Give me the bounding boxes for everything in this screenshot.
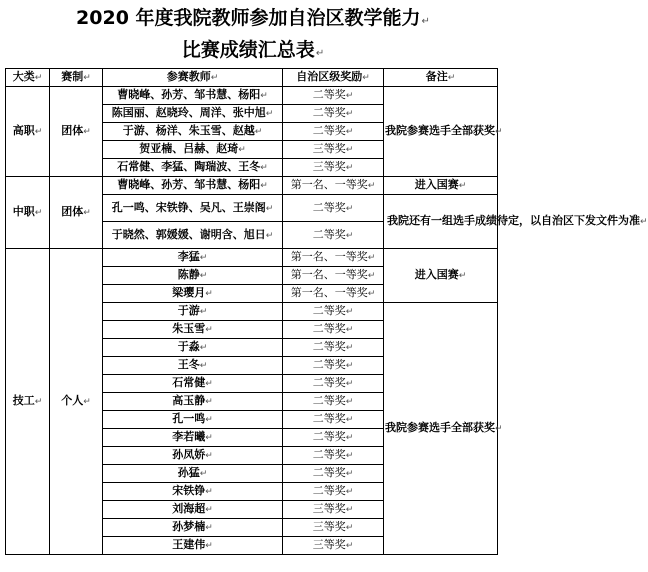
paragraph-mark: ↵ bbox=[260, 91, 268, 101]
note-cell: 我院还有一组选手成绩待定，以自治区下发文件为准↵ bbox=[384, 195, 498, 249]
header-award: 自治区级奖励↵ bbox=[283, 69, 384, 87]
paragraph-mark: ↵ bbox=[345, 505, 354, 515]
teachers-cell: 于游、杨洋、朱玉雪、赵越↵ bbox=[103, 123, 283, 141]
paragraph-mark: ↵ bbox=[199, 253, 208, 263]
award-cell: 二等奖↵ bbox=[283, 375, 384, 393]
award-cell: 二等奖↵ bbox=[283, 357, 384, 375]
paragraph-mark: ↵ bbox=[345, 145, 354, 155]
paragraph-mark: ↵ bbox=[210, 73, 219, 83]
teachers-cell: 于游↵ bbox=[103, 303, 283, 321]
paragraph-mark: ↵ bbox=[345, 325, 354, 335]
paragraph-mark: ↵ bbox=[205, 325, 213, 335]
paragraph-mark: ↵ bbox=[205, 397, 213, 407]
paragraph-mark: ↵ bbox=[345, 433, 354, 443]
paragraph-mark: ↵ bbox=[362, 73, 370, 83]
award-cell: 二等奖↵ bbox=[283, 339, 384, 357]
paragraph-mark: ↵ bbox=[205, 379, 213, 389]
teachers-cell: 李若曦↵ bbox=[103, 429, 283, 447]
paragraph-mark: ↵ bbox=[199, 343, 208, 353]
format-cell: 团体↵ bbox=[50, 87, 103, 177]
paragraph-mark: ↵ bbox=[345, 379, 354, 389]
paragraph-mark: ↵ bbox=[345, 487, 354, 497]
paragraph-mark: ↵ bbox=[205, 505, 213, 515]
paragraph-mark: ↵ bbox=[238, 145, 246, 155]
paragraph-mark: ↵ bbox=[83, 397, 91, 407]
paragraph-mark: ↵ bbox=[345, 415, 354, 425]
teachers-cell: 陈静↵ bbox=[103, 267, 283, 285]
teachers-cell: 曹晓峰、孙芳、邹书慧、杨阳↵ bbox=[103, 87, 283, 105]
teachers-cell: 石常健↵ bbox=[103, 375, 283, 393]
paragraph-mark: ↵ bbox=[345, 203, 354, 214]
teachers-cell: 梁璎月↵ bbox=[103, 285, 283, 303]
award-cell: 第一名、一等奖↵ bbox=[283, 177, 384, 195]
award-cell: 二等奖↵ bbox=[283, 411, 384, 429]
table-body bbox=[6, 87, 648, 555]
paragraph-mark: ↵ bbox=[447, 73, 456, 83]
teachers-cell: 刘海超↵ bbox=[103, 501, 283, 519]
teachers-cell: 曹晓峰、孙芳、邹书慧、杨阳↵ bbox=[103, 177, 283, 195]
teachers-cell: 高玉静↵ bbox=[103, 393, 283, 411]
header-format: 赛制↵ bbox=[50, 69, 103, 87]
paragraph-mark: ↵ bbox=[199, 271, 208, 281]
award-cell: 三等奖↵ bbox=[283, 159, 384, 177]
paragraph-mark: ↵ bbox=[495, 127, 503, 137]
paragraph-mark: ↵ bbox=[260, 163, 268, 173]
header-category: 大类↵ bbox=[6, 69, 50, 87]
award-cell: 第一名、一等奖↵ bbox=[283, 285, 384, 303]
award-cell: 二等奖↵ bbox=[283, 429, 384, 447]
paragraph-mark: ↵ bbox=[495, 424, 503, 434]
teachers-cell: 李猛↵ bbox=[103, 249, 283, 267]
table-row bbox=[6, 249, 498, 267]
paragraph-mark: ↵ bbox=[367, 289, 376, 299]
award-cell: 二等奖↵ bbox=[283, 447, 384, 465]
paragraph-mark: ↵ bbox=[345, 361, 354, 371]
teachers-cell: 孔一鸣、宋铁铮、吴凡、王崇阁↵ bbox=[103, 195, 283, 222]
paragraph-mark: ↵ bbox=[199, 307, 208, 317]
document-title-line2 bbox=[0, 38, 506, 66]
note-cell: 进入国赛↵ bbox=[384, 249, 498, 303]
note-cell: 我院参赛选手全部获奖↵ bbox=[384, 87, 498, 177]
paragraph-mark: ↵ bbox=[260, 181, 268, 191]
table-row bbox=[6, 87, 498, 105]
paragraph-mark: ↵ bbox=[205, 541, 213, 551]
paragraph-mark: ↵ bbox=[367, 181, 376, 191]
document-title-line1 bbox=[0, 6, 506, 34]
paragraph-mark: ↵ bbox=[345, 523, 354, 533]
category-cell: 中职↵ bbox=[6, 177, 50, 249]
paragraph-mark: ↵ bbox=[640, 217, 648, 227]
award-cell: 二等奖↵ bbox=[283, 105, 384, 123]
title-line1-text: 2020 年度我院教师参加自治区教学能力 bbox=[76, 7, 421, 29]
paragraph-mark: ↵ bbox=[345, 397, 354, 407]
paragraph-mark: ↵ bbox=[345, 163, 354, 173]
teachers-cell: 孔一鸣↵ bbox=[103, 411, 283, 429]
paragraph-mark: ↵ bbox=[265, 230, 274, 241]
paragraph-mark: ↵ bbox=[205, 487, 213, 497]
paragraph-mark: ↵ bbox=[83, 208, 91, 218]
paragraph-mark: ↵ bbox=[205, 523, 213, 533]
paragraph-mark: ↵ bbox=[34, 208, 43, 218]
paragraph-mark: ↵ bbox=[345, 343, 354, 353]
results-table bbox=[5, 68, 648, 555]
paragraph-mark: ↵ bbox=[345, 230, 354, 241]
teachers-cell: 王冬↵ bbox=[103, 357, 283, 375]
award-cell: 二等奖↵ bbox=[283, 321, 384, 339]
award-cell: 第一名、一等奖↵ bbox=[283, 249, 384, 267]
paragraph-mark: ↵ bbox=[34, 397, 43, 407]
paragraph-mark: ↵ bbox=[205, 451, 213, 461]
paragraph-mark: ↵ bbox=[345, 91, 354, 101]
header-teachers: 参赛教师↵ bbox=[103, 69, 283, 87]
award-cell: 三等奖↵ bbox=[283, 519, 384, 537]
teachers-cell: 孙猛↵ bbox=[103, 465, 283, 483]
teachers-cell: 于淼↵ bbox=[103, 339, 283, 357]
teachers-cell: 孙梦楠↵ bbox=[103, 519, 283, 537]
paragraph-mark: ↵ bbox=[199, 469, 208, 479]
title-line2-text: 比赛成绩汇总表 bbox=[181, 39, 315, 61]
table-header-row bbox=[6, 69, 498, 87]
paragraph-mark: ↵ bbox=[205, 289, 213, 299]
teachers-cell: 石常健、李猛、陶瑞波、王冬↵ bbox=[103, 159, 283, 177]
paragraph-mark: ↵ bbox=[83, 73, 91, 83]
paragraph-mark: ↵ bbox=[34, 127, 43, 137]
format-cell: 个人↵ bbox=[50, 249, 103, 555]
award-cell: 二等奖↵ bbox=[283, 87, 384, 105]
paragraph-mark: ↵ bbox=[345, 307, 354, 317]
paragraph-mark: ↵ bbox=[458, 181, 467, 191]
award-cell: 三等奖↵ bbox=[283, 501, 384, 519]
teachers-cell: 王建伟↵ bbox=[103, 537, 283, 555]
paragraph-mark: ↵ bbox=[367, 253, 376, 263]
award-cell: 二等奖↵ bbox=[283, 195, 384, 222]
note-cell: 进入国赛↵ bbox=[384, 177, 498, 195]
paragraph-mark: ↵ bbox=[265, 109, 274, 119]
award-cell: 二等奖↵ bbox=[283, 123, 384, 141]
paragraph-mark: ↵ bbox=[458, 271, 467, 281]
paragraph-mark: ↵ bbox=[345, 469, 354, 479]
paragraph-mark: ↵ bbox=[205, 415, 213, 425]
paragraph-mark: ↵ bbox=[199, 361, 208, 371]
award-cell: 二等奖↵ bbox=[283, 222, 384, 249]
paragraph-mark: ↵ bbox=[345, 451, 354, 461]
category-cell: 技工↵ bbox=[6, 249, 50, 555]
teachers-cell: 宋铁铮↵ bbox=[103, 483, 283, 501]
note-cell: 我院参赛选手全部获奖↵ bbox=[384, 303, 498, 555]
category-cell: 高职↵ bbox=[6, 87, 50, 177]
award-cell: 二等奖↵ bbox=[283, 465, 384, 483]
teachers-cell: 贺亚楠、吕赫、赵琦↵ bbox=[103, 141, 283, 159]
award-cell: 第一名、一等奖↵ bbox=[283, 267, 384, 285]
award-cell: 三等奖↵ bbox=[283, 537, 384, 555]
format-cell: 团体↵ bbox=[50, 177, 103, 249]
teachers-cell: 孙凤娇↵ bbox=[103, 447, 283, 465]
paragraph-mark: ↵ bbox=[265, 203, 274, 214]
paragraph-mark: ↵ bbox=[421, 16, 430, 27]
paragraph-mark: ↵ bbox=[205, 433, 213, 443]
paragraph-mark: ↵ bbox=[83, 127, 91, 137]
table-row bbox=[6, 177, 498, 195]
paragraph-mark: ↵ bbox=[34, 73, 43, 83]
paragraph-mark: ↵ bbox=[345, 109, 354, 119]
award-cell: 二等奖↵ bbox=[283, 483, 384, 501]
header-note: 备注↵ bbox=[384, 69, 498, 87]
award-cell: 二等奖↵ bbox=[283, 393, 384, 411]
paragraph-mark: ↵ bbox=[315, 48, 325, 59]
paragraph-mark: ↵ bbox=[345, 541, 354, 551]
teachers-cell: 朱玉雪↵ bbox=[103, 321, 283, 339]
teachers-cell: 陈国丽、赵晓玲、周洋、张中旭↵ bbox=[103, 105, 283, 123]
paragraph-mark: ↵ bbox=[254, 127, 263, 137]
award-cell: 三等奖↵ bbox=[283, 141, 384, 159]
paragraph-mark: ↵ bbox=[367, 271, 376, 281]
paragraph-mark: ↵ bbox=[345, 127, 354, 137]
teachers-cell: 于晓然、郭媛媛、谢明含、旭日↵ bbox=[103, 222, 283, 249]
award-cell: 二等奖↵ bbox=[283, 303, 384, 321]
